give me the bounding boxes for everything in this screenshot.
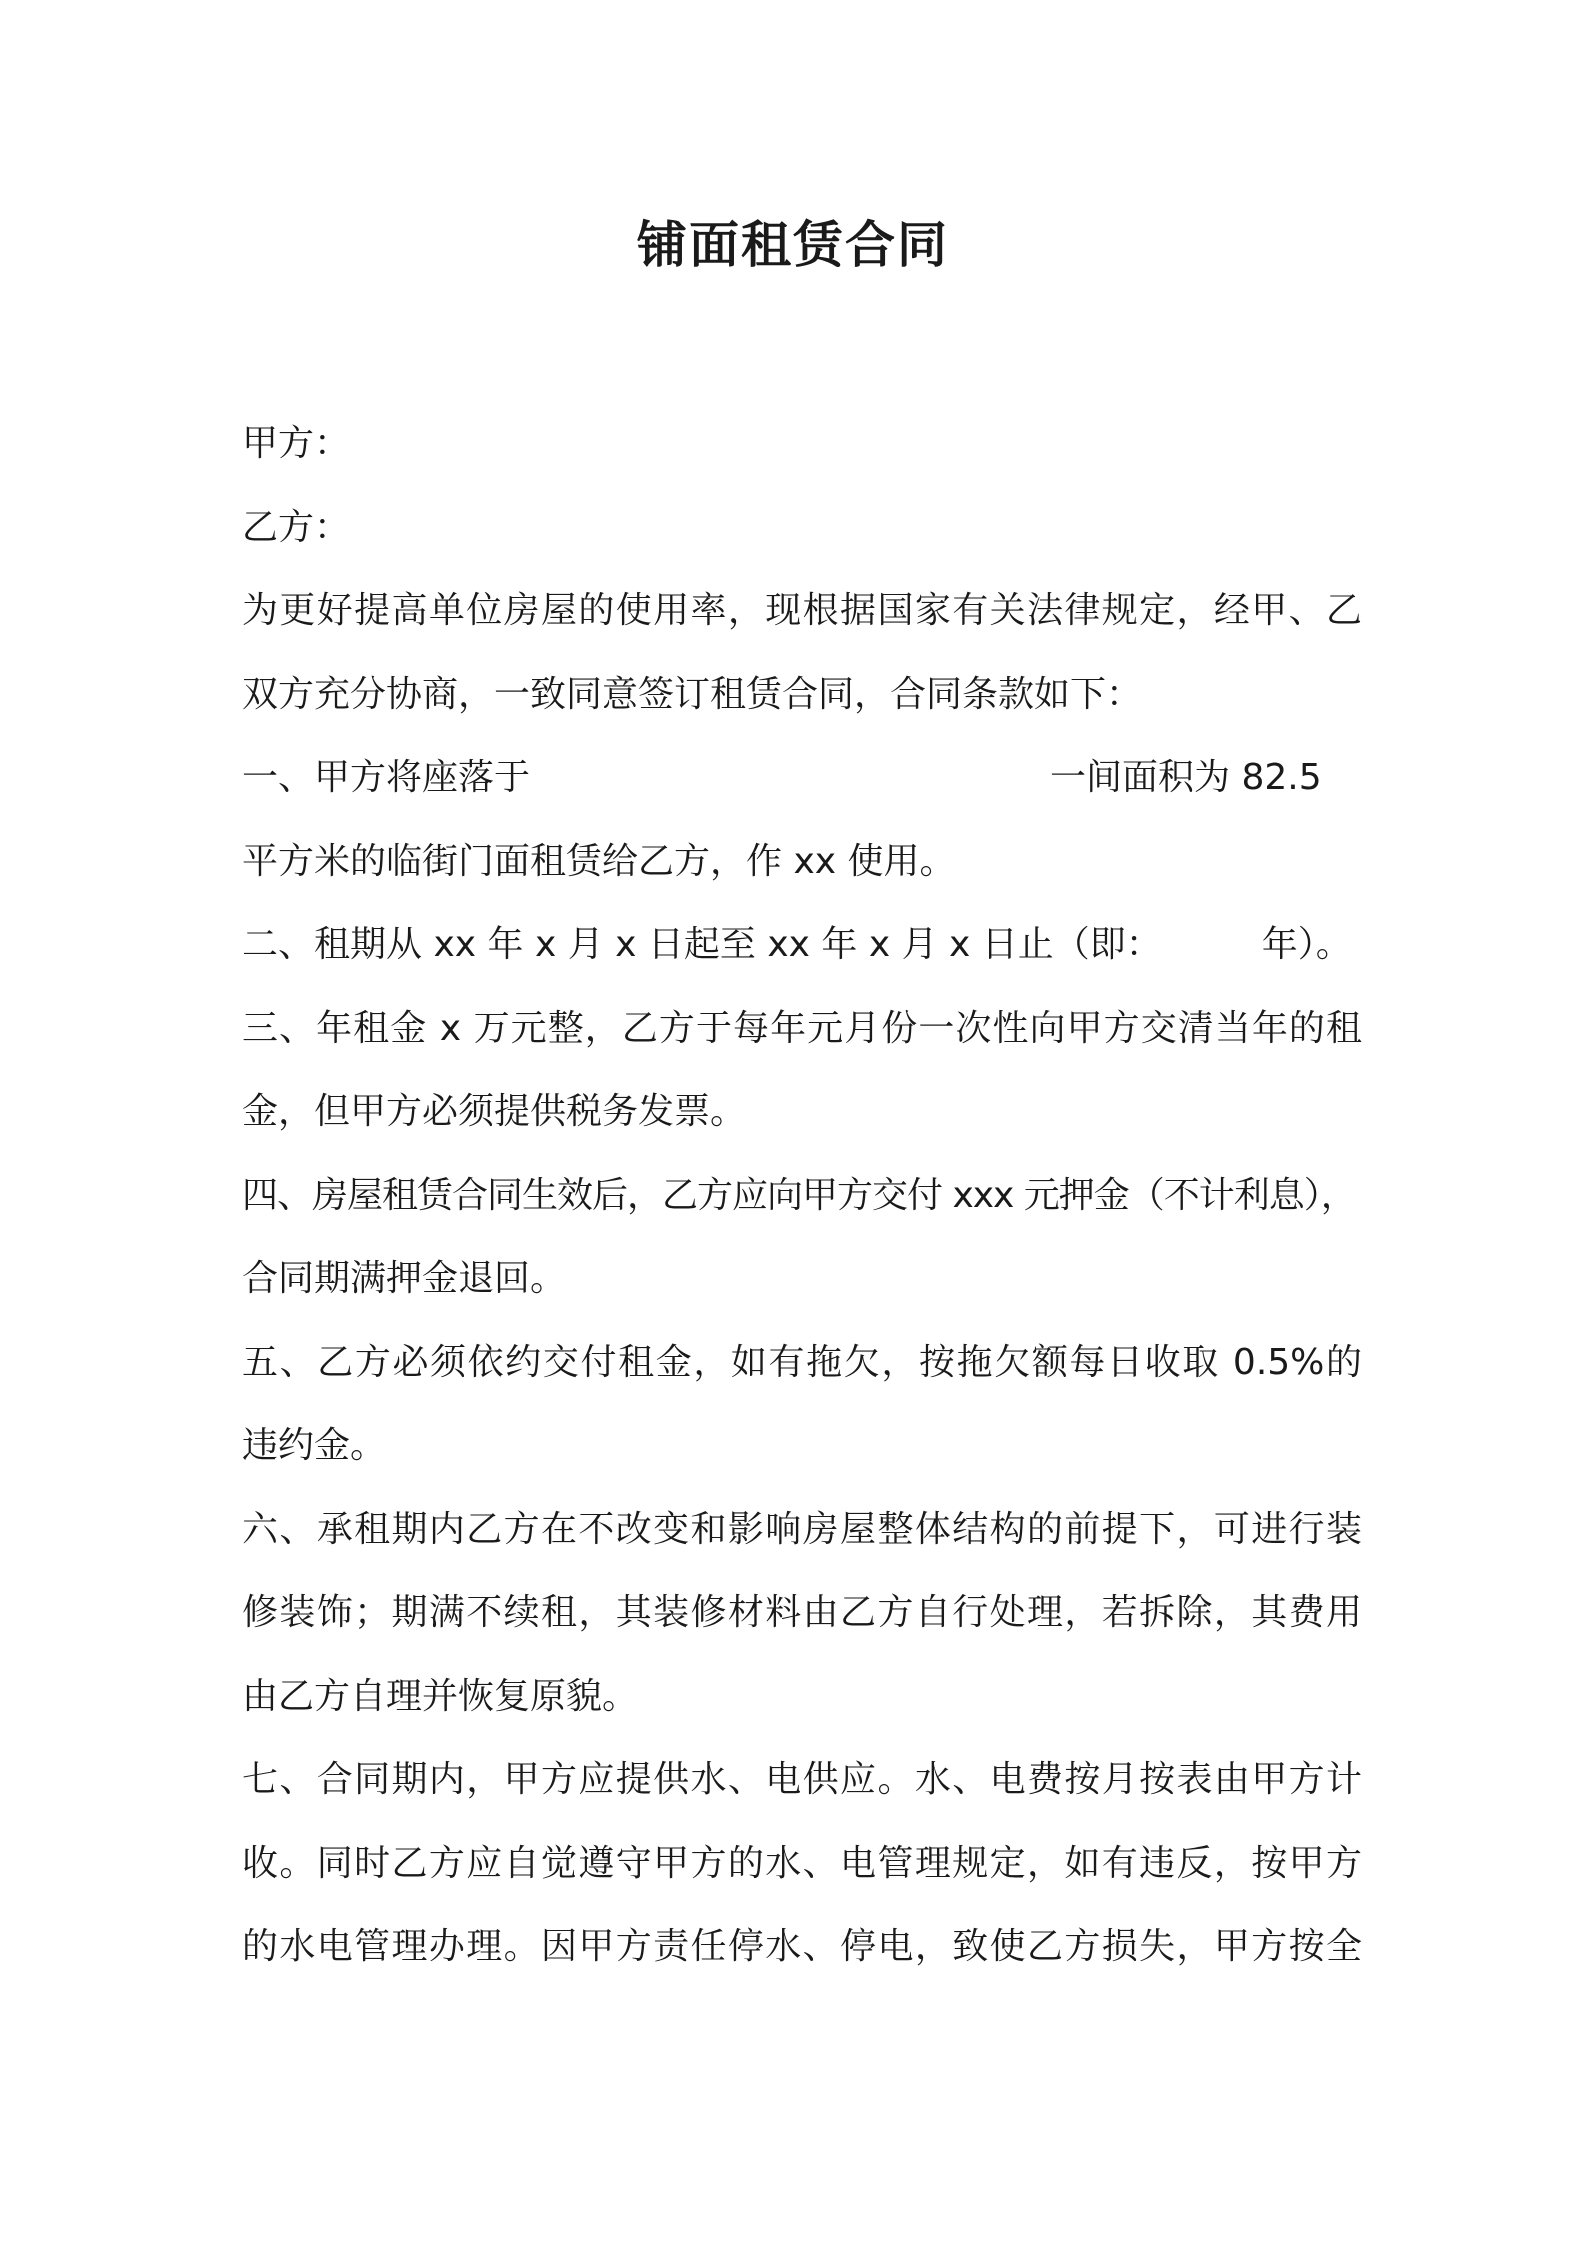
document-title: 铺面租赁合同 [637,216,949,274]
preamble-line-2: 双方充分协商，一致同意签订租赁合同，合同条款如下： [242,673,1143,715]
clause-7-line-2: 收。同时乙方应自觉遵守甲方的水、电管理规定，如有违反，按甲方 [242,1842,1362,1884]
clause-2-years-suffix: 年）。 [1261,924,1352,965]
clause-5-line-1: 五、乙方必须依约交付租金，如有拖欠，按拖欠额每日收取 0.5%的 [242,1341,1362,1383]
clause-1-line-2: 平方米的临街门面租赁给乙方，作 xx 使用。 [242,840,956,882]
clause-7-line-1: 七、合同期内，甲方应提供水、电供应。水、电费按月按表由甲方计 [242,1759,1362,1800]
clause-3-line-1: 三、年租金 x 万元整，乙方于每年元月份一次性向甲方交清当年的租 [242,1007,1362,1049]
clause-6-line-2: 修装饰；期满不续租，其装修材料由乙方自行处理，若拆除，其费用 [242,1592,1362,1633]
clause-1-line-1 [242,736,1362,820]
clause-6-line-3: 由乙方自理并恢复原貌。 [242,1675,639,1717]
clause-5-line-2: 违约金。 [242,1425,387,1466]
party-b-line: 乙方： [242,506,351,548]
clause-2-line [242,903,1362,987]
clause-1-area-text: 一间面积为 82.5 [1050,757,1322,798]
party-a-line: 甲方： [242,423,351,464]
clause-6-line-1: 六、承租期内乙方在不改变和影响房屋整体结构的前提下，可进行装 [242,1508,1362,1550]
clause-3-line-2: 金，但甲方必须提供税务发票。 [242,1091,747,1132]
clause-2-term-text: 二、租期从 xx 年 x 月 x 日起至 xx 年 x 月 x 日止（即： [242,924,1162,965]
clause-4-line-1: 四、房屋租赁合同生效后，乙方应向甲方交付 xxx 元押金（不计利息）， [242,1174,1356,1216]
document-body [242,402,1362,1989]
preamble-line-1: 为更好提高单位房屋的使用率，现根据国家有关法律规定，经甲、乙 [242,590,1362,631]
clause-1-location-text: 一、甲方将座落于 [242,757,531,798]
clause-7-line-3: 的水电管理办理。因甲方责任停水、停电，致使乙方损失，甲方按全 [242,1926,1362,1967]
clause-4-line-2: 合同期满押金退回。 [242,1258,567,1299]
